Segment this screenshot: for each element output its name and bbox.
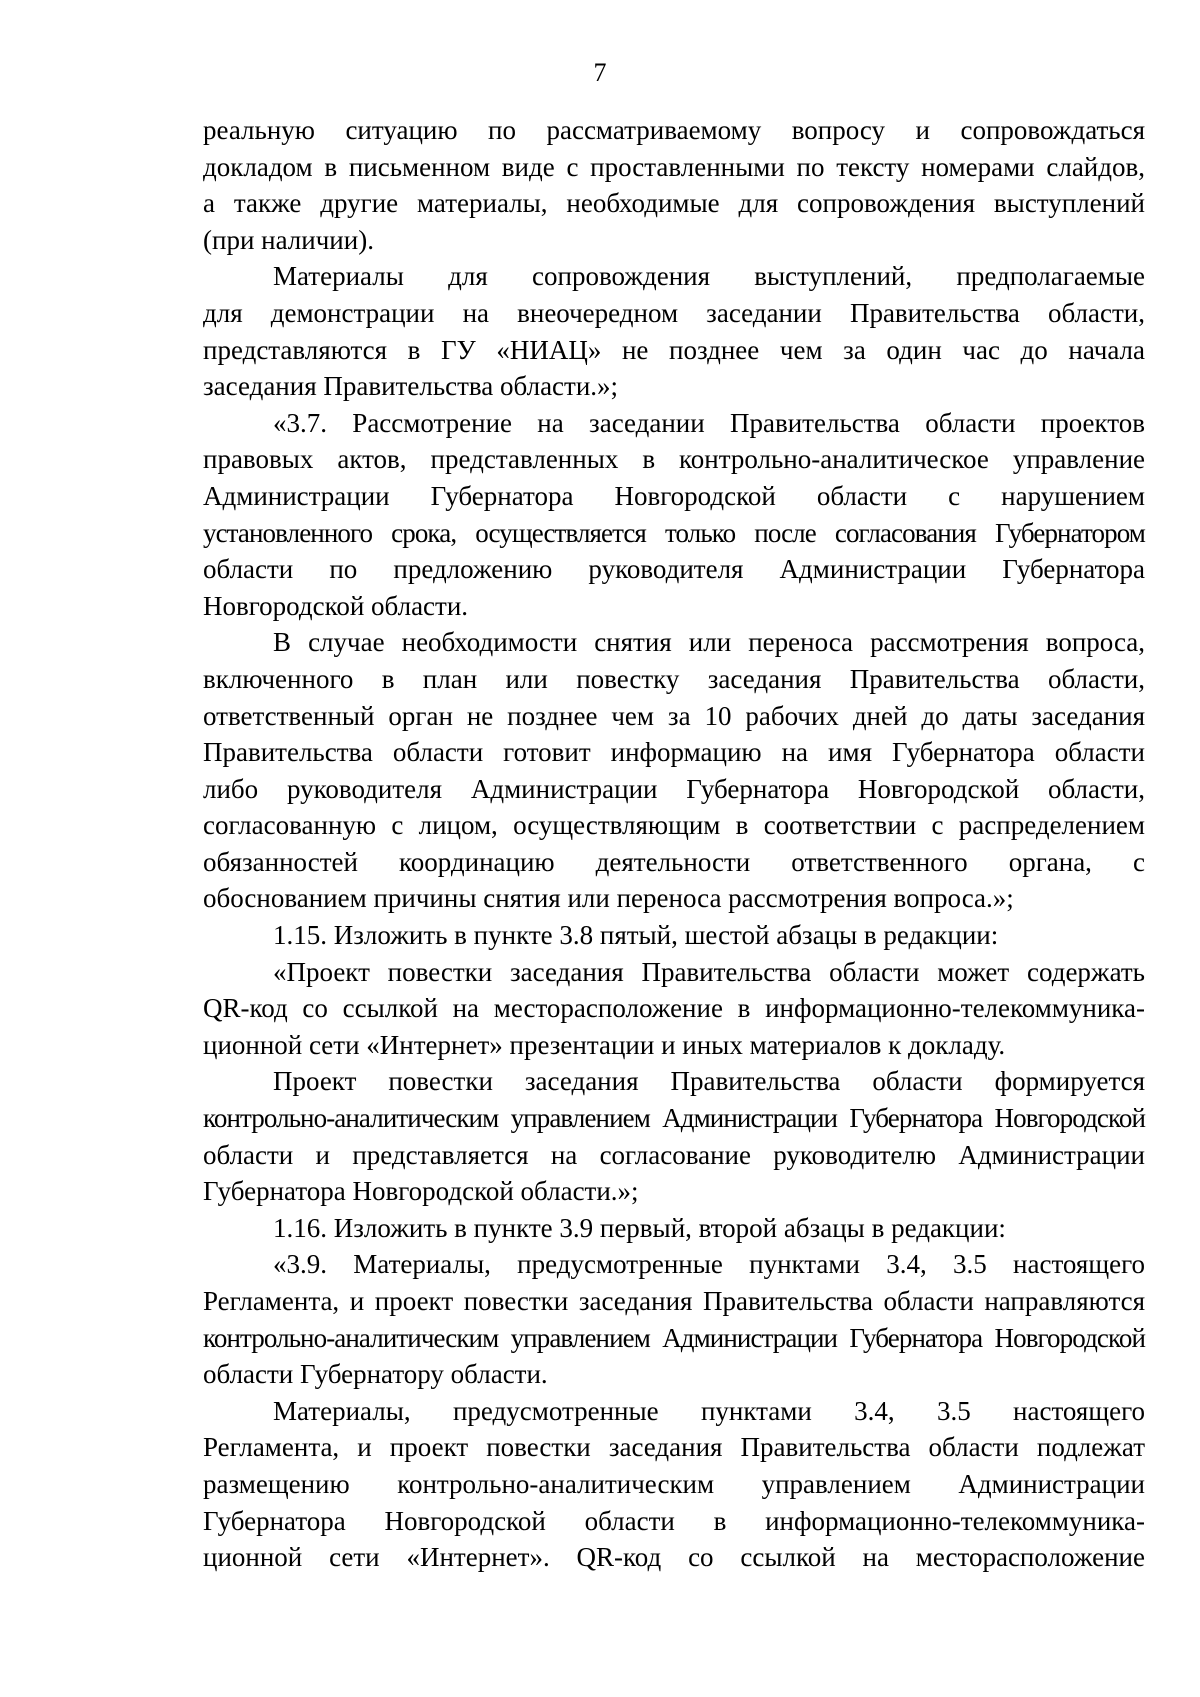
text-line: а также другие материалы, необходимые для сопровождения выступлений (203, 188, 1145, 219)
text-line: обязанностей координацию деятельности ответственного органа, с (203, 846, 1145, 877)
text-line: реальную ситуацию по рассматриваемому вопросу и сопровождаться (203, 115, 1145, 145)
paragraph (203, 1063, 1145, 1209)
document-body (203, 112, 1145, 1576)
text-line: Губернатора Новгородской области.»; (203, 1176, 639, 1207)
text-line: Администрации Губернатора Новгородской области с нарушением (203, 480, 1145, 511)
text-line: правовых актов, представленных в контрольно-аналитическое управление (203, 444, 1145, 475)
text-line: для демонстрации на внеочередном заседании Правительства области, (203, 297, 1145, 328)
text-line: области по предложению руководителя Администрации Губернатора (203, 554, 1145, 585)
text-line: размещению контрольно-аналитическим управлением Администрации (203, 1468, 1145, 1499)
text-line: установленного срока, осуществляется только после согласования Губернатором (203, 517, 1145, 548)
text-line: Правительства области готовит информацию на имя Губернатора области (203, 737, 1145, 768)
text-line: представляются в ГУ «НИАЦ» не позднее чем за один час до начала (203, 334, 1145, 365)
text-line: контрольно-аналитическим управлением Администрации Губернатора Новгородской (203, 1103, 1145, 1134)
text-line: включенного в план или повестку заседания Правительства области, (203, 663, 1145, 694)
text-line: ционной сети «Интернет». QR-код со ссылкой на месторасположение (203, 1542, 1145, 1573)
text-line: «Проект повестки заседания Правительства области может содержать (273, 956, 1145, 987)
text-line: Материалы, предусмотренные пунктами 3.4, 3.5 настоящего (273, 1395, 1145, 1426)
text-line: 1.16. Изложить в пункте 3.9 первый, второй абзацы в редакции: (273, 1212, 1006, 1243)
text-line: либо руководителя Администрации Губернатора Новгородской области, (203, 773, 1145, 804)
text-line: области и представляется на согласование руководителю Администрации (203, 1139, 1145, 1170)
text-line: Регламента, и проект повестки заседания Правительства области направляются (203, 1286, 1145, 1316)
text-line: Новгородской области. (203, 590, 469, 621)
text-line: ционной сети «Интернет» презентации и иных материалов к докладу. (203, 1029, 1006, 1060)
text-line: Регламента, и проект повестки заседания Правительства области подлежат (203, 1432, 1145, 1463)
text-line: обоснованием причины снятия или переноса рассмотрения вопроса.»; (203, 883, 1014, 914)
paragraph (203, 954, 1145, 1064)
text-line: заседания Правительства области.»; (203, 371, 619, 402)
text-line: Проект повестки заседания Правительства области формируется (273, 1066, 1145, 1097)
paragraph (203, 917, 1145, 954)
text-line: «3.9. Материалы, предусмотренные пунктами 3.4, 3.5 настоящего (273, 1249, 1145, 1280)
page-number: 7 (593, 58, 607, 87)
paragraph (203, 624, 1145, 917)
text-line: согласованную с лицом, осуществляющим в соответствии с распределением (203, 810, 1145, 841)
text-line: 1.15. Изложить в пункте 3.8 пятый, шестой абзацы в редакции: (273, 920, 999, 951)
text-line: контрольно-аналитическим управлением Администрации Губернатора Новгородской (203, 1322, 1145, 1353)
text-line: докладом в письменном виде с проставленными по тексту номерами слайдов, (203, 151, 1145, 182)
paragraph (203, 405, 1145, 625)
paragraph (203, 1393, 1145, 1576)
text-line: В случае необходимости снятия или переноса рассмотрения вопроса, (273, 627, 1145, 658)
paragraph (203, 1210, 1145, 1247)
text-line: Губернатора Новгородской области в информационно-телекоммуника- (203, 1505, 1145, 1536)
text-line: QR-код со ссылкой на месторасположение в информационно-телекоммуника- (203, 993, 1145, 1024)
paragraph (203, 1246, 1145, 1392)
paragraph (203, 258, 1145, 404)
text-line: области Губернатору области. (203, 1359, 548, 1390)
text-line: «3.7. Рассмотрение на заседании Правительства области проектов (273, 407, 1145, 438)
text-line: (при наличии). (203, 224, 374, 255)
text-line: ответственный орган не позднее чем за 10 рабочих дней до даты заседания (203, 700, 1145, 731)
text-line: Материалы для сопровождения выступлений, предполагаемые (273, 261, 1145, 292)
paragraph (203, 112, 1145, 258)
